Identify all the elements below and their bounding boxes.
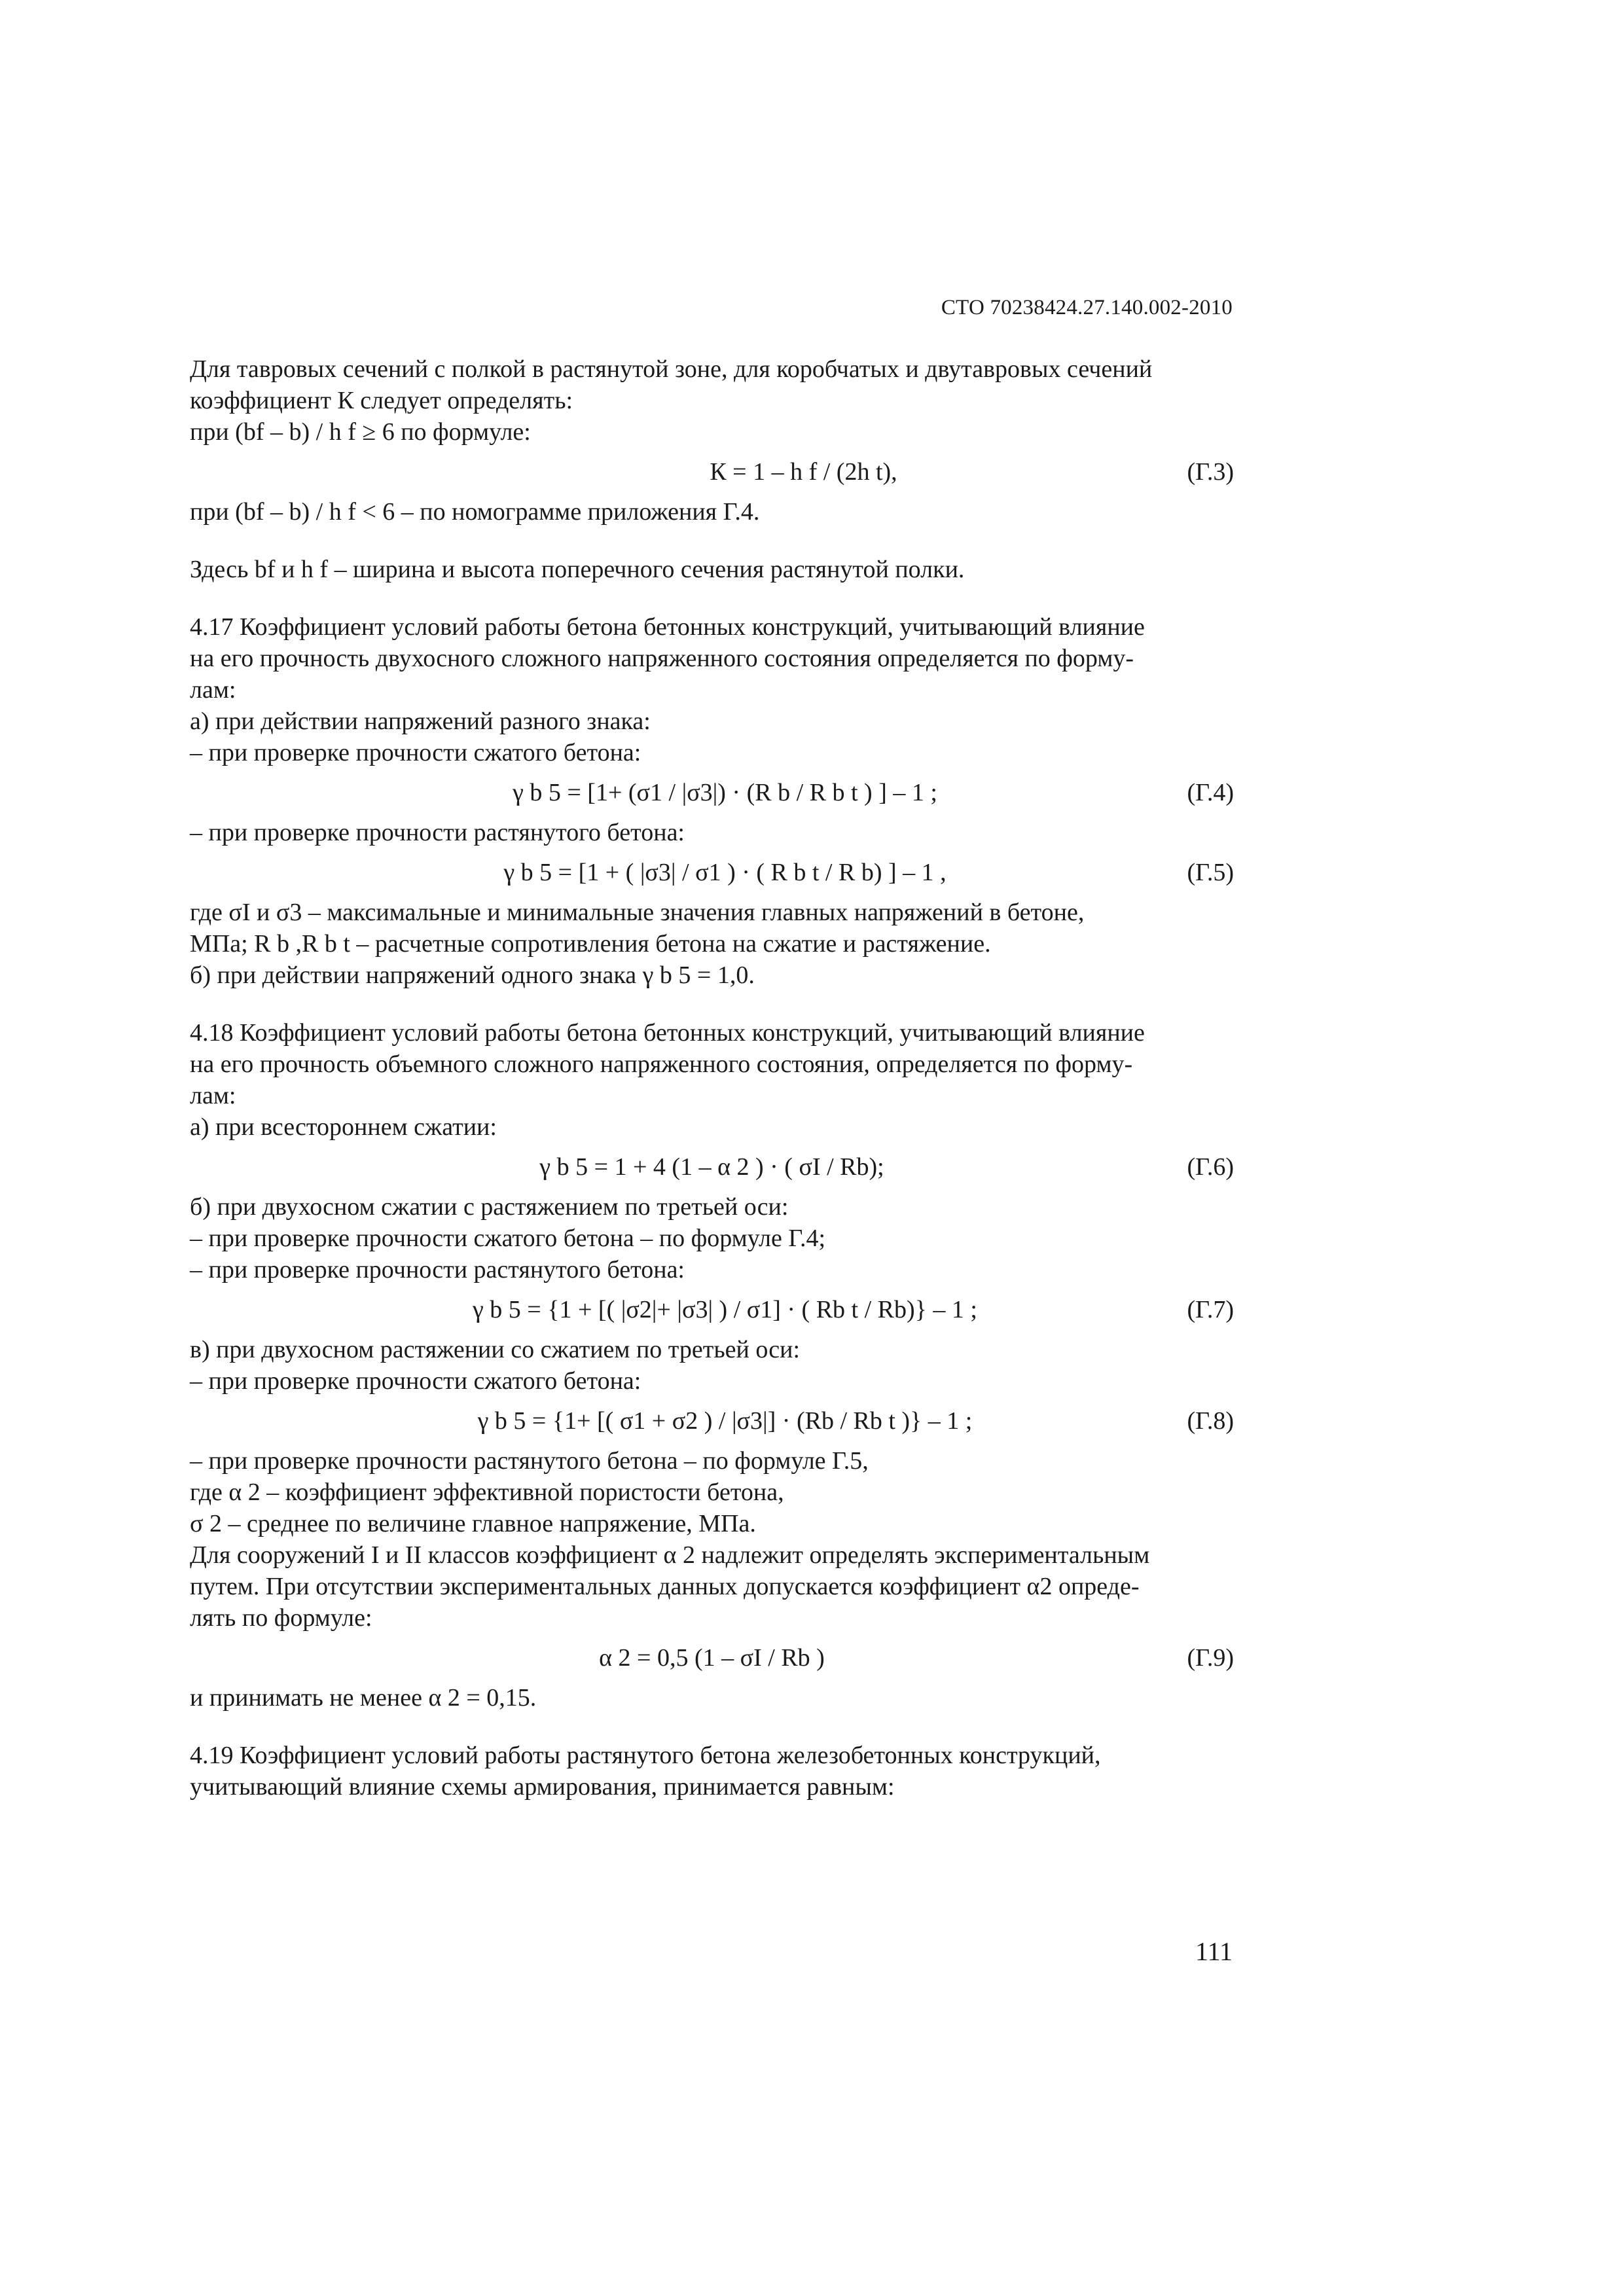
text-line: σ 2 – среднее по величине главное напряжение, МПа.: [190, 1510, 756, 1537]
formula-g7: [190, 1285, 1234, 1334]
text-line: коэффициент К следует определять:: [190, 387, 573, 414]
text-line: – при проверке прочности растянутого бетона:: [190, 819, 685, 846]
formula-text: К = 1 – h f / (2h t),: [710, 458, 897, 486]
text-line: – при проверке прочности сжатого бетона:: [190, 739, 641, 766]
text-line: 4.18 Коэффициент условий работы бетона бетонных конструкций, учитывающий влияние: [190, 1019, 1145, 1047]
text-line: МПа; R b ,R b t – расчетные сопротивления бетона на сжатие и растяжение.: [190, 930, 991, 958]
text-line: на его прочность объемного сложного напряженного состояния, определяется по форму-: [190, 1050, 1133, 1078]
text-line: лять по формуле:: [190, 1604, 372, 1632]
formula-g9: [190, 1634, 1234, 1682]
text-line: – при проверке прочности растянутого бетона – по формуле Г.5,: [190, 1447, 869, 1475]
text-line: учитывающий влияние схемы армирования, принимается равным:: [190, 1773, 895, 1801]
document-code-header: СТО 70238424.27.140.002-2010: [941, 296, 1233, 319]
formula-g6: [190, 1143, 1234, 1191]
equation-number: (Г.8): [1187, 1407, 1234, 1435]
formula-text: γ b 5 = {1+ [( σ1 + σ2 ) / |σ3|] · (Rb / Rb t )} – 1 ;: [477, 1407, 973, 1435]
text-line: лам:: [190, 676, 236, 704]
text-line: – при проверке прочности растянутого бетона:: [190, 1256, 685, 1283]
text-line: а) при действии напряжений разного знака:: [190, 708, 651, 735]
formula-text: γ b 5 = [1+ (σ1 / |σ3|) · (R b / R b t ) ] – 1 ;: [513, 779, 937, 806]
text-line: Для сооружений I и II классов коэффициент α 2 надлежит определять экспериментальным: [190, 1541, 1150, 1569]
equation-number: (Г.9): [1187, 1644, 1234, 1672]
equation-number: (Г.3): [1187, 458, 1234, 486]
formula-text: γ b 5 = {1 + [( |σ2|+ |σ3| ) / σ1] · ( Rb t / Rb)} – 1 ;: [473, 1296, 977, 1323]
equation-number: (Г.4): [1187, 779, 1234, 806]
text-line: Здесь bf и h f – ширина и высота поперечного сечения растянутой полки.: [190, 556, 965, 583]
formula-g5: [190, 848, 1234, 897]
formula-text: α 2 = 0,5 (1 – σI / Rb ): [599, 1644, 825, 1672]
formula-text: γ b 5 = 1 + 4 (1 – α 2 ) · ( σI / Rb);: [539, 1153, 884, 1181]
text-line: на его прочность двухосного сложного напряженного состояния определяется по форму-: [190, 645, 1134, 672]
text-line: путем. При отсутствии экспериментальных данных допускается коэффициент α2 опреде-: [190, 1573, 1140, 1600]
formula-g4: [190, 768, 1234, 817]
page-number: 111: [1195, 1937, 1233, 1966]
text-line: – при проверке прочности сжатого бетона:: [190, 1367, 641, 1395]
text-line: в) при двухосном растяжении со сжатием по третьей оси:: [190, 1336, 801, 1363]
text-line: б) при двухосном сжатии с растяжением по третьей оси:: [190, 1193, 789, 1221]
text-line: при (bf – b) / h f ≥ 6 по формуле:: [190, 418, 531, 446]
text-line: при (bf – b) / h f < 6 – по номограмме приложения Г.4.: [190, 498, 760, 526]
equation-number: (Г.5): [1187, 859, 1234, 886]
text-line: где σI и σ3 – максимальные и минимальные значения главных напряжений в бетоне,: [190, 899, 1085, 926]
text-line: 4.19 Коэффициент условий работы растянутого бетона железобетонных конструкций,: [190, 1742, 1101, 1769]
text-line: и принимать не менее α 2 = 0,15.: [190, 1684, 537, 1712]
formula-g8: [190, 1397, 1234, 1445]
text-line: б) при действии напряжений одного знака γ b 5 = 1,0.: [190, 961, 755, 989]
text-line: Для тавровых сечений с полкой в растянутой зоне, для коробчатых и двутавровых сечений: [190, 355, 1153, 383]
text-line: лам:: [190, 1082, 236, 1109]
formula-g3: [190, 448, 1234, 496]
text-line: где α 2 – коэффициент эффективной пористости бетона,: [190, 1479, 784, 1506]
text-line: – при проверке прочности сжатого бетона – по формуле Г.4;: [190, 1225, 826, 1252]
text-line: а) при всестороннем сжатии:: [190, 1113, 497, 1141]
page-body: [190, 353, 1234, 1803]
formula-text: γ b 5 = [1 + ( |σ3| / σ1 ) · ( R b t / R b) ] – 1 ,: [503, 859, 947, 886]
equation-number: (Г.6): [1187, 1153, 1234, 1181]
text-line: 4.17 Коэффициент условий работы бетона бетонных конструкций, учитывающий влияние: [190, 613, 1145, 641]
equation-number: (Г.7): [1187, 1296, 1234, 1323]
